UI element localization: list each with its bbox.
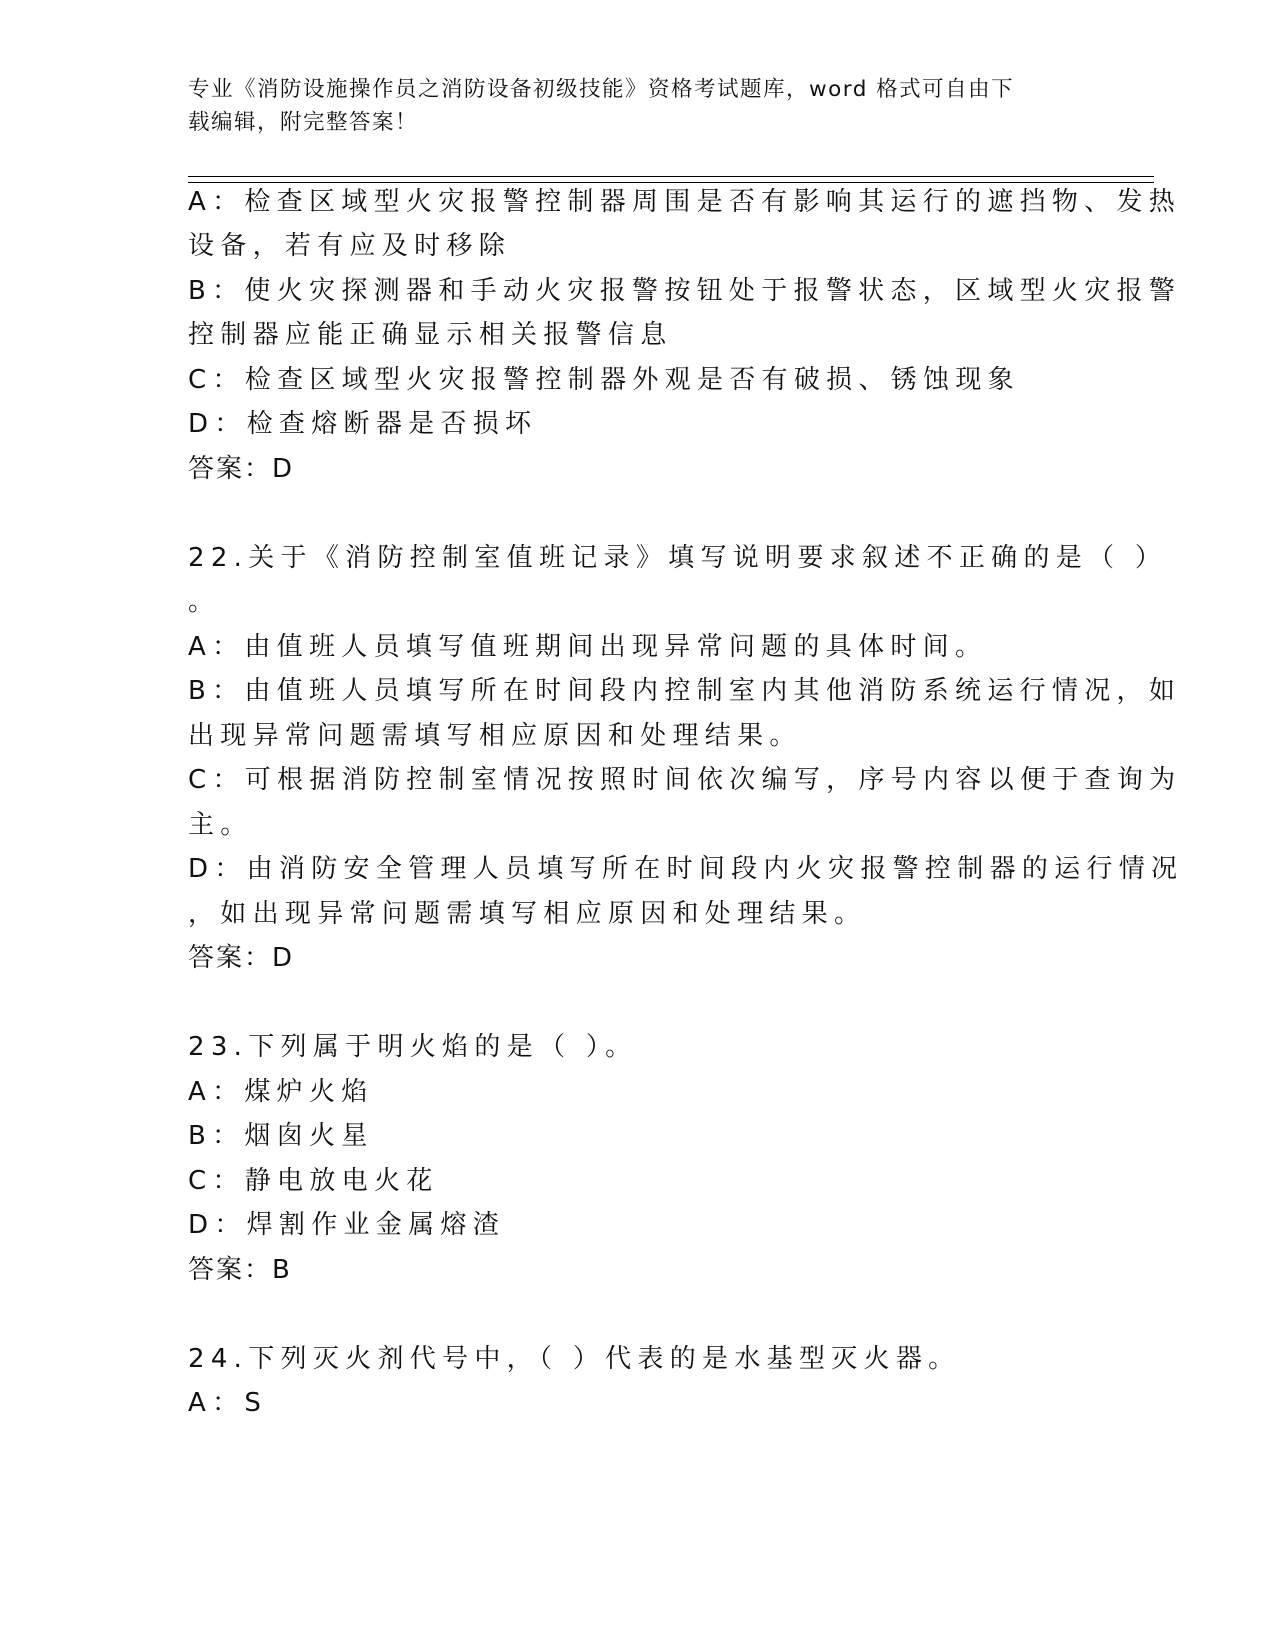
- q22-stem-line2: 。: [188, 587, 221, 617]
- q24-option-a: A：S: [188, 1388, 268, 1418]
- q23-option-c: C：静电放电火花: [188, 1166, 439, 1196]
- q21-option-a-line2: 设备，若有应及时移除: [188, 231, 512, 261]
- q22-option-b-line2: 出现异常问题需填写相应原因和处理结果。: [188, 721, 802, 751]
- q21-option-a-line1: A：检查区域型火灾报警控制器周围是否有影响其运行的遮挡物、发热: [188, 187, 1182, 217]
- q22-option-c-line1: C：可根据消防控制室情况按照时间依次编写，序号内容以便于查询为: [188, 765, 1182, 795]
- q23-stem: 23.下列属于明火焰的是（ ）。: [188, 1032, 638, 1062]
- q22-option-d-line2: ，如出现异常问题需填写相应原因和处理结果。: [188, 899, 867, 929]
- q23-option-b: B：烟囱火星: [188, 1121, 374, 1151]
- q22-option-a: A：由值班人员填写值班期间出现异常问题的具体时间。: [188, 632, 988, 662]
- q21-answer: 答案：D: [188, 454, 295, 484]
- q22-option-d-line1: D：由消防安全管理人员填写所在时间段内火灾报警控制器的运行情况: [188, 854, 1184, 884]
- q22-option-b-line1: B：由值班人员填写所在时间段内控制室内其他消防系统运行情况，如: [188, 676, 1182, 706]
- header-rule-bottom: [188, 182, 1154, 183]
- q21-option-c: C：检查区域型火灾报警控制器外观是否有破损、锈蚀现象: [188, 365, 1020, 395]
- document-header: [188, 73, 1088, 139]
- q22-answer: 答案：D: [188, 943, 295, 973]
- q22-stem-line1: 22.关于《消防控制室值班记录》填写说明要求叙述不正确的是（ ）: [188, 543, 1168, 573]
- header-line-1: 专业《消防设施操作员之消防设备初级技能》资格考试题库，word 格式可自由下: [188, 77, 1015, 102]
- q21-option-b-line2: 控制器应能正确显示相关报警信息: [188, 320, 673, 350]
- q23-option-d: D：焊割作业金属熔渣: [188, 1210, 506, 1240]
- q21-option-d: D：检查熔断器是否损坏: [188, 409, 538, 439]
- q24-stem: 24.下列灭火剂代号中，（ ）代表的是水基型灭火器。: [188, 1344, 961, 1374]
- header-rule-top: [188, 176, 1154, 177]
- q23-answer: 答案：B: [188, 1255, 292, 1285]
- header-line-2: 载编辑，附完整答案！: [188, 110, 419, 135]
- q23-option-a: A：煤炉火焰: [188, 1077, 374, 1107]
- q22-option-c-line2: 主。: [188, 810, 253, 840]
- q21-option-b-line1: B：使火灾探测器和手动火灾报警按钮处于报警状态，区域型火灾报警: [188, 276, 1182, 306]
